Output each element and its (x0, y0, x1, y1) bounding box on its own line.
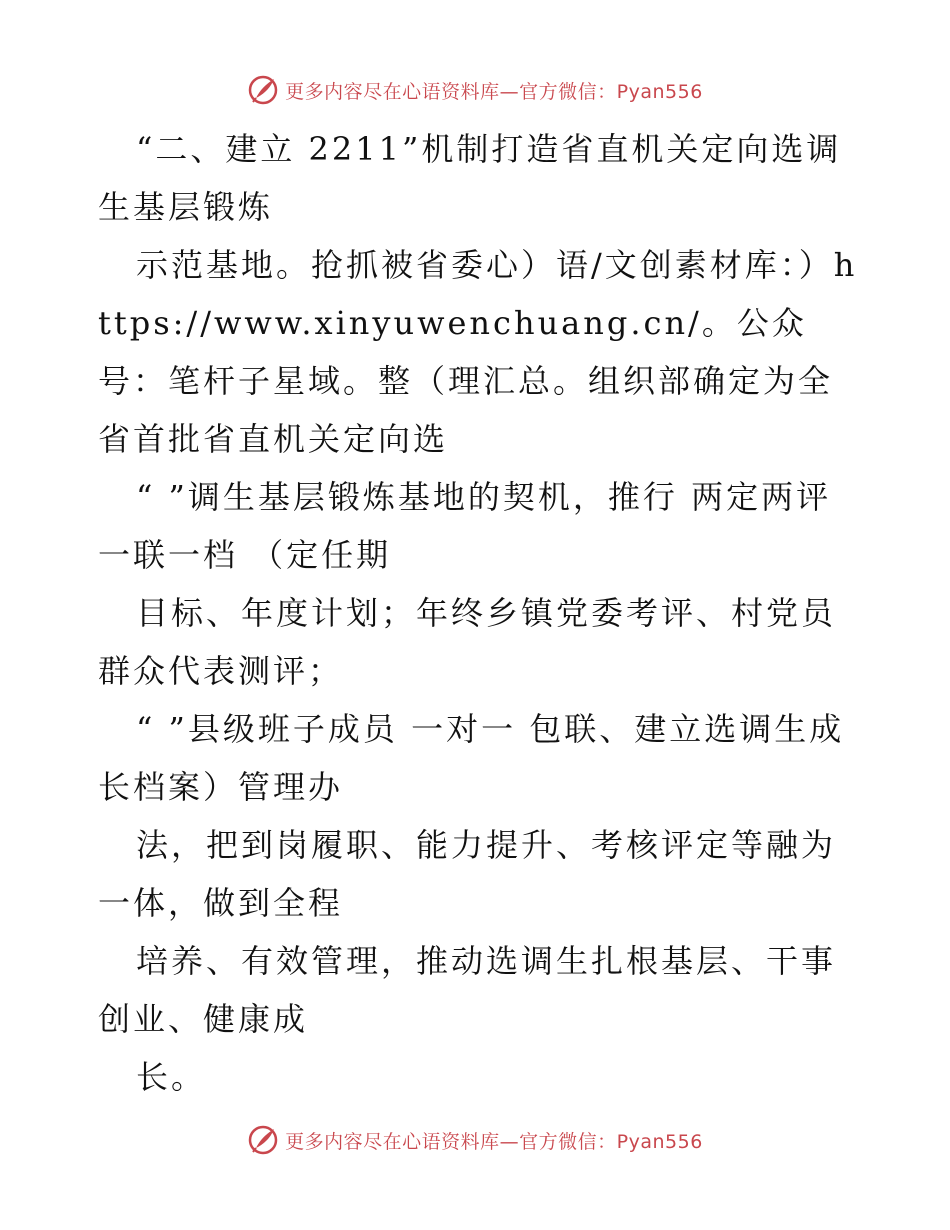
paragraph: “二、建立 2211”机制打造省直机关定向选调生基层锻炼 (98, 130, 842, 226)
paragraph: 示范基地。抢抓被省委心）语/文创素材库：）https://www.xinyuwenchuang.cn/。公众号：笔杆子星域。整（理汇总。组织部确定为全省首批省直机关定向选 (98, 246, 858, 458)
watermark-footer (0, 1120, 950, 1160)
paragraph: 目标、年度计划；年终乡镇党委考评、村党员群众代表测评； (98, 594, 837, 690)
feather-logo-icon (247, 1124, 279, 1156)
watermark-text: 更多内容尽在心语资料库—官方微信：Pyan556 (285, 1130, 703, 1153)
feather-logo-icon (247, 74, 279, 106)
paragraph: “ ”调生基层锻炼基地的契机，推行 两定两评一联一档 （定任期 (98, 478, 832, 574)
watermark-text: 更多内容尽在心语资料库—官方微信：Pyan556 (285, 80, 703, 103)
paragraph: 培养、有效管理，推动选调生扎根基层、干事创业、健康成 (98, 942, 837, 1038)
paragraph: 法，把到岗履职、能力提升、考核评定等融为一体，做到全程 (98, 826, 837, 922)
paragraph: “ ”县级班子成员 一对一 包联、建立选调生成长档案）管理办 (98, 710, 845, 806)
paragraph: 长。 (136, 1058, 207, 1096)
watermark-header (0, 70, 950, 110)
document-body (98, 120, 858, 1106)
